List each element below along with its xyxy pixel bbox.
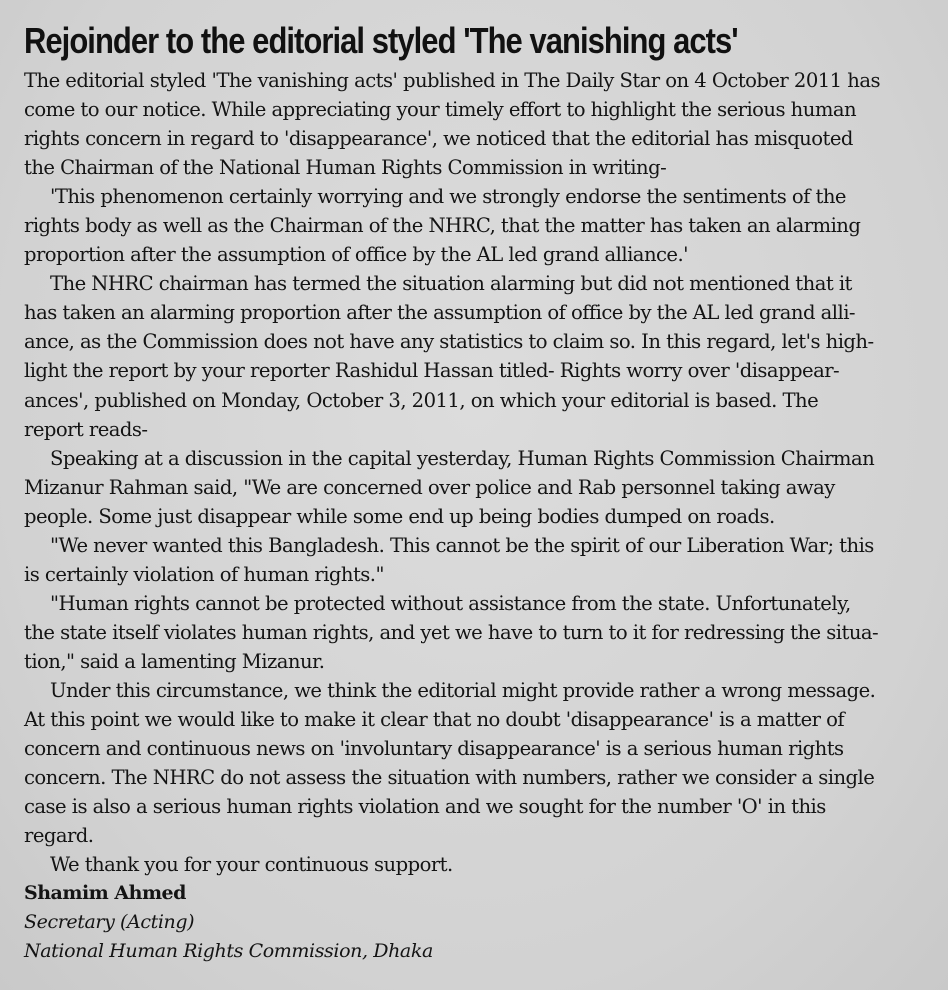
body-line: Under this circumstance, we think the editorial might provide rather a wrong message. bbox=[50, 678, 876, 702]
body-line: tion," said a lamenting Mizanur. bbox=[24, 649, 325, 673]
body-line: Mizanur Rahman said, "We are concerned over police and Rab personnel taking away bbox=[24, 475, 835, 499]
letter-body bbox=[24, 66, 918, 879]
body-line: has taken an alarming proportion after the assumption of office by the AL led grand alli- bbox=[24, 301, 855, 325]
body-line: case is also a serious human rights violation and we sought for the number 'O' in this bbox=[24, 795, 826, 819]
body-line: The NHRC chairman has termed the situation alarming but did not mentioned that it bbox=[50, 272, 852, 296]
body-line: light the report by your reporter Rashidul Hassan titled- Rights worry over 'disappear- bbox=[24, 359, 840, 383]
body-line: concern and continuous news on 'involuntary disappearance' is a serious human rights bbox=[24, 737, 844, 761]
body-line: rights body as well as the Chairman of the NHRC, that the matter has taken an alarming bbox=[24, 214, 861, 238]
body-line: rights concern in regard to 'disappearance', we noticed that the editorial has misquoted bbox=[24, 127, 853, 151]
body-line: people. Some just disappear while some end up being bodies dumped on roads. bbox=[24, 504, 775, 528]
body-line: The editorial styled 'The vanishing acts' published in The Daily Star on 4 October 2011 has bbox=[24, 69, 880, 92]
body-line: Speaking at a discussion in the capital yesterday, Human Rights Commission Chairman bbox=[50, 446, 875, 470]
body-line: the state itself violates human rights, and yet we have to turn to it for redressing the situa- bbox=[24, 620, 879, 644]
body-line: "We never wanted this Bangladesh. This cannot be the spirit of our Liberation War; this bbox=[50, 533, 874, 557]
signatory-organization: National Human Rights Commission, Dhaka bbox=[24, 940, 433, 963]
signatory-title: Secretary (Acting) bbox=[24, 911, 195, 934]
body-line: ance, as the Commission does not have any statistics to claim so. In this regard, let's high- bbox=[24, 330, 874, 354]
body-line: is certainly violation of human rights." bbox=[24, 562, 384, 586]
body-line: We thank you for your continuous support. bbox=[50, 853, 453, 877]
body-line: concern. The NHRC do not assess the situation with numbers, rather we consider a single bbox=[24, 766, 875, 790]
body-line: the Chairman of the National Human Rights Commission in writing- bbox=[24, 156, 667, 180]
signature-block bbox=[24, 879, 918, 966]
body-line: 'This phenomenon certainly worrying and we strongly endorse the sentiments of the bbox=[50, 185, 846, 209]
body-line: regard. bbox=[24, 824, 94, 848]
body-line: report reads- bbox=[24, 417, 148, 441]
body-line: ances', published on Monday, October 3, 2011, on which your editorial is based. The bbox=[24, 388, 819, 412]
body-line: proportion after the assumption of office by the AL led grand alliance.' bbox=[24, 243, 688, 267]
body-line: At this point we would like to make it clear that no doubt 'disappearance' is a matter of bbox=[24, 708, 845, 732]
body-line: come to our notice. While appreciating your timely effort to highlight the serious human bbox=[24, 98, 857, 122]
body-line: "Human rights cannot be protected without assistance from the state. Unfortunately, bbox=[50, 591, 851, 615]
headline: Rejoinder to the editorial styled 'The vanishing acts' bbox=[24, 20, 738, 61]
signatory-name: Shamim Ahmed bbox=[24, 882, 186, 905]
